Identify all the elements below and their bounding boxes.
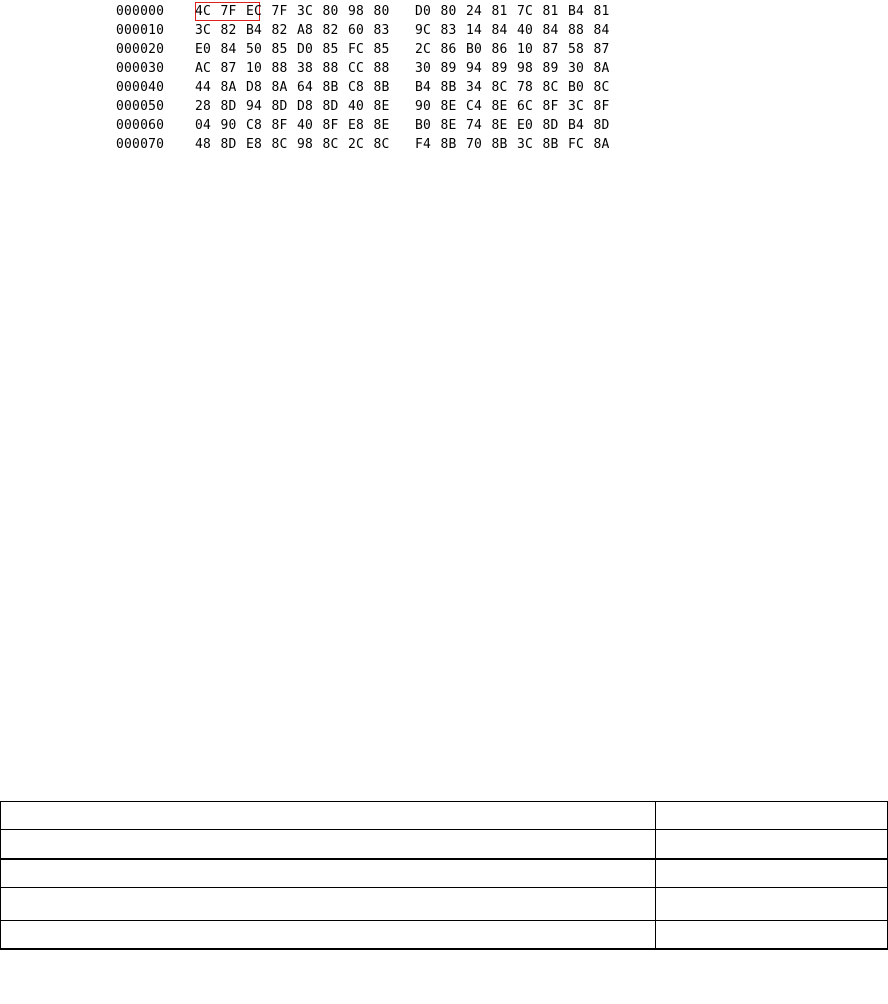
hex-byte: 8B bbox=[542, 137, 559, 152]
hex-byte: 89 bbox=[491, 61, 508, 76]
hex-byte: 38 bbox=[297, 61, 314, 76]
hex-byte: 8F bbox=[271, 118, 288, 133]
hex-byte: 85 bbox=[322, 42, 339, 57]
hex-byte: 98 bbox=[517, 61, 534, 76]
hex-byte: 84 bbox=[593, 23, 610, 38]
hex-byte: D0 bbox=[415, 4, 432, 19]
hex-byte: D0 bbox=[297, 42, 314, 57]
table-column-divider bbox=[0, 801, 1, 949]
hex-byte: AC bbox=[195, 61, 212, 76]
hex-byte: 8D bbox=[542, 118, 559, 133]
hex-byte: B0 bbox=[568, 80, 585, 95]
hex-byte: 44 bbox=[195, 80, 212, 95]
hex-byte: 58 bbox=[568, 42, 585, 57]
hex-byte: 8C bbox=[373, 137, 390, 152]
hex-byte: 8F bbox=[322, 118, 339, 133]
hex-offset: 000070 bbox=[116, 137, 165, 152]
hex-byte: 8B bbox=[491, 137, 508, 152]
hex-byte: 14 bbox=[466, 23, 483, 38]
hex-row bbox=[116, 59, 796, 78]
hex-byte: E0 bbox=[517, 118, 534, 133]
hex-byte: C8 bbox=[246, 118, 263, 133]
hex-byte: 48 bbox=[195, 137, 212, 152]
hex-byte: 78 bbox=[517, 80, 534, 95]
hex-byte: 85 bbox=[373, 42, 390, 57]
hex-byte: 8E bbox=[440, 118, 457, 133]
hex-byte: 80 bbox=[440, 4, 457, 19]
hex-byte: 8A bbox=[271, 80, 288, 95]
hex-byte: 8C bbox=[271, 137, 288, 152]
table-divider bbox=[0, 858, 888, 860]
hex-byte: B4 bbox=[246, 23, 263, 38]
hex-byte: 87 bbox=[220, 61, 237, 76]
hex-byte: 64 bbox=[297, 80, 314, 95]
hex-byte: 88 bbox=[322, 61, 339, 76]
hex-byte: 82 bbox=[220, 23, 237, 38]
hex-byte: 8A bbox=[593, 137, 610, 152]
hex-byte: 8D bbox=[322, 99, 339, 114]
hex-byte: E0 bbox=[195, 42, 212, 57]
hex-byte: C4 bbox=[466, 99, 483, 114]
hex-byte: 40 bbox=[348, 99, 365, 114]
hex-offset: 000030 bbox=[116, 61, 165, 76]
hex-byte: 88 bbox=[271, 61, 288, 76]
hex-byte: 82 bbox=[322, 23, 339, 38]
hex-byte: 8A bbox=[220, 80, 237, 95]
hex-byte: 7C bbox=[517, 4, 534, 19]
hex-byte: D8 bbox=[246, 80, 263, 95]
hex-byte: 24 bbox=[466, 4, 483, 19]
hex-byte: 3C bbox=[517, 137, 534, 152]
hex-byte: 4C bbox=[195, 4, 212, 19]
hex-byte: 8C bbox=[593, 80, 610, 95]
hex-byte: 82 bbox=[271, 23, 288, 38]
hex-byte: 86 bbox=[440, 42, 457, 57]
hex-byte: 8C bbox=[542, 80, 559, 95]
hex-byte: 40 bbox=[517, 23, 534, 38]
table-divider bbox=[0, 948, 888, 950]
hex-byte: 89 bbox=[542, 61, 559, 76]
hex-byte: 85 bbox=[271, 42, 288, 57]
hex-byte: 10 bbox=[517, 42, 534, 57]
hex-byte: 80 bbox=[322, 4, 339, 19]
hex-byte: 40 bbox=[297, 118, 314, 133]
hex-byte: 81 bbox=[491, 4, 508, 19]
hex-byte: 84 bbox=[220, 42, 237, 57]
table-column-divider bbox=[655, 801, 656, 949]
hex-byte: 89 bbox=[440, 61, 457, 76]
hex-byte: 30 bbox=[568, 61, 585, 76]
hex-byte: 28 bbox=[195, 99, 212, 114]
hex-byte: E8 bbox=[246, 137, 263, 152]
hex-offset: 000010 bbox=[116, 23, 165, 38]
hex-byte: 8B bbox=[440, 80, 457, 95]
hex-offset: 000000 bbox=[116, 4, 165, 19]
hex-byte: 88 bbox=[568, 23, 585, 38]
hex-byte: 7F bbox=[271, 4, 288, 19]
hex-dump bbox=[116, 2, 796, 158]
table-divider bbox=[0, 801, 888, 802]
hex-byte: 94 bbox=[466, 61, 483, 76]
hex-byte: A8 bbox=[297, 23, 314, 38]
hex-byte: 8B bbox=[440, 137, 457, 152]
hex-byte: 10 bbox=[246, 61, 263, 76]
hex-byte: 80 bbox=[373, 4, 390, 19]
table-divider bbox=[0, 920, 888, 921]
hex-byte: 90 bbox=[220, 118, 237, 133]
hex-byte: FC bbox=[568, 137, 585, 152]
hex-row bbox=[116, 2, 796, 21]
hex-byte: 8D bbox=[593, 118, 610, 133]
hex-byte: 8D bbox=[220, 137, 237, 152]
hex-byte: 8E bbox=[440, 99, 457, 114]
hex-byte: 8A bbox=[593, 61, 610, 76]
hex-byte: 8D bbox=[271, 99, 288, 114]
hex-row bbox=[116, 116, 796, 135]
hex-byte: 3C bbox=[195, 23, 212, 38]
hex-row bbox=[116, 21, 796, 40]
hex-byte: 8E bbox=[373, 99, 390, 114]
hex-byte: 8D bbox=[220, 99, 237, 114]
hex-byte: 90 bbox=[415, 99, 432, 114]
hex-byte: 81 bbox=[593, 4, 610, 19]
hex-byte: 98 bbox=[297, 137, 314, 152]
hex-byte: 8E bbox=[491, 118, 508, 133]
table-divider bbox=[0, 887, 888, 888]
hex-byte: 9C bbox=[415, 23, 432, 38]
hex-byte: 8F bbox=[593, 99, 610, 114]
hex-byte: D8 bbox=[297, 99, 314, 114]
hex-byte: F4 bbox=[415, 137, 432, 152]
hex-byte: 8F bbox=[542, 99, 559, 114]
hex-byte: 8C bbox=[491, 80, 508, 95]
hex-byte: 3C bbox=[568, 99, 585, 114]
hex-byte: B0 bbox=[466, 42, 483, 57]
hex-byte: 50 bbox=[246, 42, 263, 57]
hex-byte: 86 bbox=[491, 42, 508, 57]
hex-byte: B4 bbox=[568, 118, 585, 133]
hex-byte: 7F bbox=[220, 4, 237, 19]
hex-byte: 98 bbox=[348, 4, 365, 19]
hex-byte: 81 bbox=[542, 4, 559, 19]
hex-byte: 88 bbox=[373, 61, 390, 76]
hex-byte: 8E bbox=[491, 99, 508, 114]
hex-byte: 3C bbox=[297, 4, 314, 19]
hex-offset: 000040 bbox=[116, 80, 165, 95]
hex-offset: 000020 bbox=[116, 42, 165, 57]
hex-byte: 60 bbox=[348, 23, 365, 38]
hex-offset: 000060 bbox=[116, 118, 165, 133]
hex-byte: 8E bbox=[373, 118, 390, 133]
hex-byte: 34 bbox=[466, 80, 483, 95]
hex-byte: CC bbox=[348, 61, 365, 76]
hex-byte: 70 bbox=[466, 137, 483, 152]
hex-byte: 6C bbox=[517, 99, 534, 114]
hex-byte: 8C bbox=[322, 137, 339, 152]
hex-byte: E8 bbox=[348, 118, 365, 133]
hex-row bbox=[116, 135, 796, 154]
hex-offset: 000050 bbox=[116, 99, 165, 114]
hex-byte: B0 bbox=[415, 118, 432, 133]
hex-byte: 84 bbox=[491, 23, 508, 38]
hex-byte: B4 bbox=[568, 4, 585, 19]
hex-byte: 74 bbox=[466, 118, 483, 133]
hex-byte: B4 bbox=[415, 80, 432, 95]
hex-byte: 94 bbox=[246, 99, 263, 114]
hex-byte: EC bbox=[246, 4, 263, 19]
table-divider bbox=[0, 829, 888, 830]
hex-byte: 2C bbox=[415, 42, 432, 57]
hex-byte: 83 bbox=[440, 23, 457, 38]
hex-byte: FC bbox=[348, 42, 365, 57]
hex-row bbox=[116, 40, 796, 59]
hex-byte: 8B bbox=[373, 80, 390, 95]
hex-byte: 8B bbox=[322, 80, 339, 95]
hex-byte: 87 bbox=[542, 42, 559, 57]
hex-row bbox=[116, 78, 796, 97]
hex-row bbox=[116, 97, 796, 116]
hex-byte: C8 bbox=[348, 80, 365, 95]
hex-byte: 84 bbox=[542, 23, 559, 38]
data-table bbox=[0, 801, 888, 949]
hex-byte: 04 bbox=[195, 118, 212, 133]
hex-byte: 87 bbox=[593, 42, 610, 57]
hex-byte: 83 bbox=[373, 23, 390, 38]
hex-byte: 30 bbox=[415, 61, 432, 76]
hex-byte: 2C bbox=[348, 137, 365, 152]
